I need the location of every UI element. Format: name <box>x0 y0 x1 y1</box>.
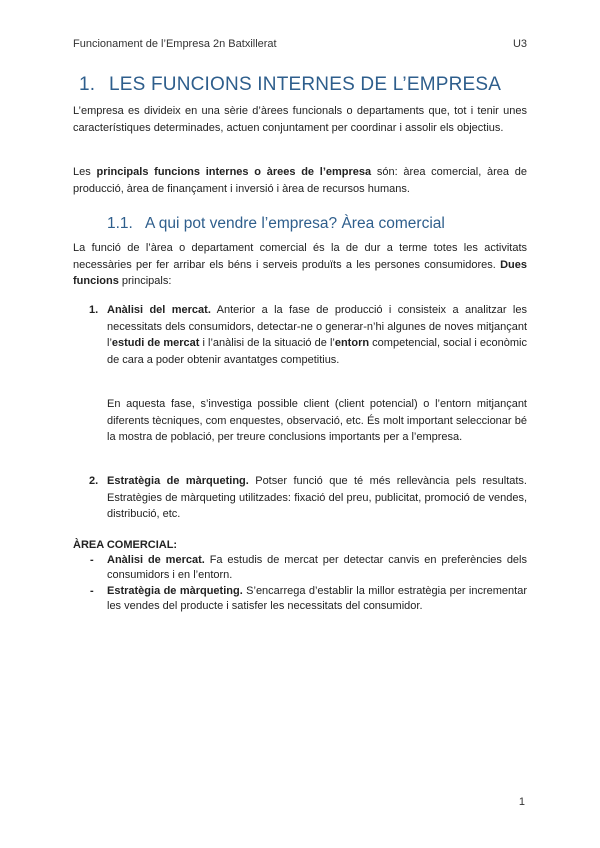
dash-marker: - <box>90 554 94 566</box>
bold-run: principals funcions internes o àrees de l’empresa <box>96 166 372 178</box>
funcio-paragraph <box>73 240 527 290</box>
list-item-paragraph: En aquesta fase, s’investiga possible client (client potencial) o l’entorn mitjançant diferents tècniques, com enquestes, observació, etc. És molt important seleccionar bé la mostra de població, per treure conclusions importants per a l’empresa. <box>107 398 527 443</box>
text-run: Anterior a la fase de producció i consisteix a analitzar les necessitats dels consumidors, detectar-ne o generar-n’hi algunes de noves mitjançant l’ <box>107 304 527 349</box>
bold-run: Estratègia de màrqueting. <box>107 585 243 597</box>
text-run: són: àrea comercial, àrea de producció, àrea de finançament i inversió i àrea de recursos humans. <box>73 166 528 195</box>
subsection-heading <box>107 215 445 233</box>
bold-run: Anàlisi de mercat. <box>107 554 205 566</box>
page-header <box>73 38 527 50</box>
bold-run: Estratègia de màrqueting. <box>107 475 249 487</box>
text-run: competencial, social i econòmic de cara a poder obtenir avantatges competitius. <box>107 337 527 366</box>
subsection-title: A qui pot vendre l’empresa? Àrea comercial <box>145 215 445 232</box>
section-title: LES FUNCIONS INTERNES DE L’EMPRESA <box>109 74 502 95</box>
text-run: S’encarrega d’establir la millor estratègia per incrementar les vendes del producte i satisfer les necessitats del consumidor. <box>107 585 527 612</box>
bold-run: estudi de mercat <box>111 337 200 349</box>
section-number: 1. <box>79 74 96 95</box>
bold-run: Dues funcions <box>73 258 527 287</box>
bold-run: Anàlisi del mercat. <box>107 304 211 316</box>
text-run: principals: <box>118 275 172 287</box>
principals-paragraph <box>73 164 527 197</box>
text-run: i l’anàlisi de la situació de l’ <box>199 337 335 349</box>
intro-paragraph: L’empresa es divideix en una sèrie d’àrees funcionals o departaments que, tot i tenir unes característiques determinades, actuen conjuntament per coordinar i assolir els objectius. <box>73 105 527 134</box>
summary-item <box>90 553 527 583</box>
list-item <box>89 473 527 523</box>
section-heading <box>79 74 501 96</box>
dash-marker: - <box>90 585 94 597</box>
text-run: La funció de l’àrea o departament comercial és la de dur a terme totes les activitats necessàries per fer arribar els béns i serveis produïts a les persones consumidores. <box>73 242 527 271</box>
list-item <box>89 302 527 368</box>
header-unit: U3 <box>512 38 527 50</box>
header-title: Funcionament de l’Empresa 2n Batxillerat <box>73 38 277 50</box>
text-run: Potser funció que té més rellevància pels resultats. Estratègies de màrqueting utilitzades: fixació del preu, publicitat, promoció de vendes, distribució, etc. <box>107 475 527 520</box>
text-run: Les <box>73 166 97 178</box>
page-number: 1 <box>518 796 525 808</box>
subsection-number: 1.1. <box>107 215 133 232</box>
text-run: Fa estudis de mercat per detectar canvis en preferències dels consumidors i en l’entorn. <box>107 554 527 581</box>
list-number: 2. <box>89 475 99 487</box>
list-number: 1. <box>89 304 99 316</box>
bold-run: entorn <box>334 337 370 349</box>
summary-title: ÀREA COMERCIAL: <box>73 539 178 551</box>
summary-item <box>90 584 527 614</box>
